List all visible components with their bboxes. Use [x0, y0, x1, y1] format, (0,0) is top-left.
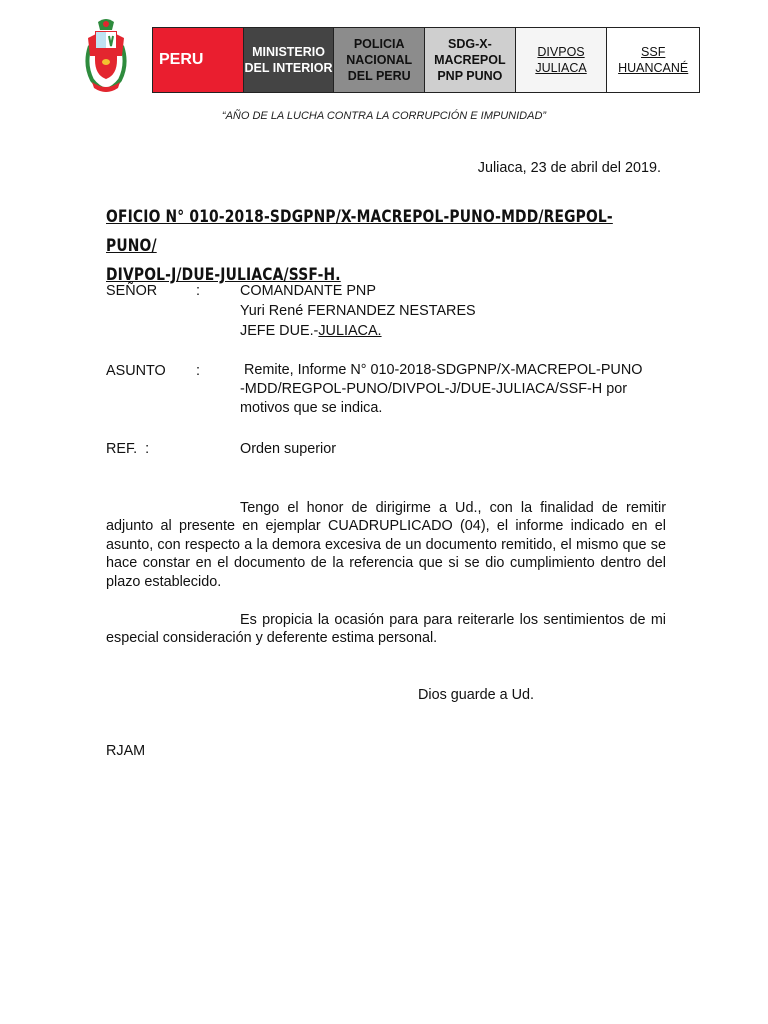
recipient-name: Yuri René FERNANDEZ NESTARES	[240, 303, 476, 319]
recipient-position-prefix: JEFE DUE.-	[240, 323, 319, 339]
recipient-label: SEÑOR	[106, 283, 158, 299]
header-ssf-cell: SSF HUANCANÉ	[607, 28, 699, 92]
recipient-rank: COMANDANTE PNP	[240, 283, 376, 299]
oficio-title-line-1: OFICIO N° 010-2018-SDGPNP/X-MACREPOL-PUNO-MDD/REGPOL-PUNO/	[106, 207, 613, 255]
date-line: Juliaca, 23 de abril del 2019.	[477, 160, 661, 176]
year-motto: “AÑO DE LA LUCHA CONTRA LA CORRUPCIÓN E IMPUNIDAD”	[221, 110, 547, 122]
recipient-position	[240, 322, 382, 340]
peru-coat-of-arms-icon	[84, 16, 128, 94]
reference-label: REF. :	[106, 441, 150, 457]
oficio-title-line-2: DIVPOL-J/DUE-JULIACA/SSF-H.	[106, 265, 341, 284]
subject-line-1: Remite, Informe N° 010-2018-SDGPNP/X-MACREPOL-PUNO	[240, 362, 643, 378]
header-divpos-cell: DIVPOS JULIACA	[516, 28, 608, 92]
recipient-position-city: JULIACA.	[318, 323, 382, 339]
reference-value: Orden superior	[240, 441, 336, 457]
body-paragraph-1: Tengo el honor de dirigirme a Ud., con la finalidad de remitir adjunto al presente en ejemplar CUADRUPLICADO (04), el informe indicado en el asunto, con respecto a la demora excesiva de un documento remitido, el mismo que se hace constar en el documento de la referencia que si se dio cumplimiento dentro del plazo establecido.	[106, 500, 666, 590]
author-initials: RJAM	[106, 743, 146, 759]
subject-label: ASUNTO	[106, 363, 166, 379]
header-police-cell: POLICIA NACIONAL DEL PERU	[334, 28, 425, 92]
recipient-colon: :	[196, 283, 200, 299]
header-sdg-cell: SDG-X-MACREPOL PNP PUNO	[425, 28, 516, 92]
institution-header-table	[152, 27, 700, 93]
subject-line-2: -MDD/REGPOL-PUNO/DIVPOL-J/DUE-JULIACA/SSF-H por	[240, 381, 628, 397]
subject-line-3: motivos que se indica.	[240, 400, 383, 416]
header-ministry-cell: MINISTERIO DEL INTERIOR	[244, 28, 335, 92]
body-paragraph-2: Es propicia la ocasión para para reiterarle los sentimientos de mi especial consideración y deferente estima personal.	[106, 612, 666, 647]
oficio-title	[106, 202, 660, 289]
closing-line: Dios guarde a Ud.	[418, 687, 534, 703]
subject-colon: :	[196, 363, 200, 379]
header-country-cell: PERU	[153, 28, 244, 92]
